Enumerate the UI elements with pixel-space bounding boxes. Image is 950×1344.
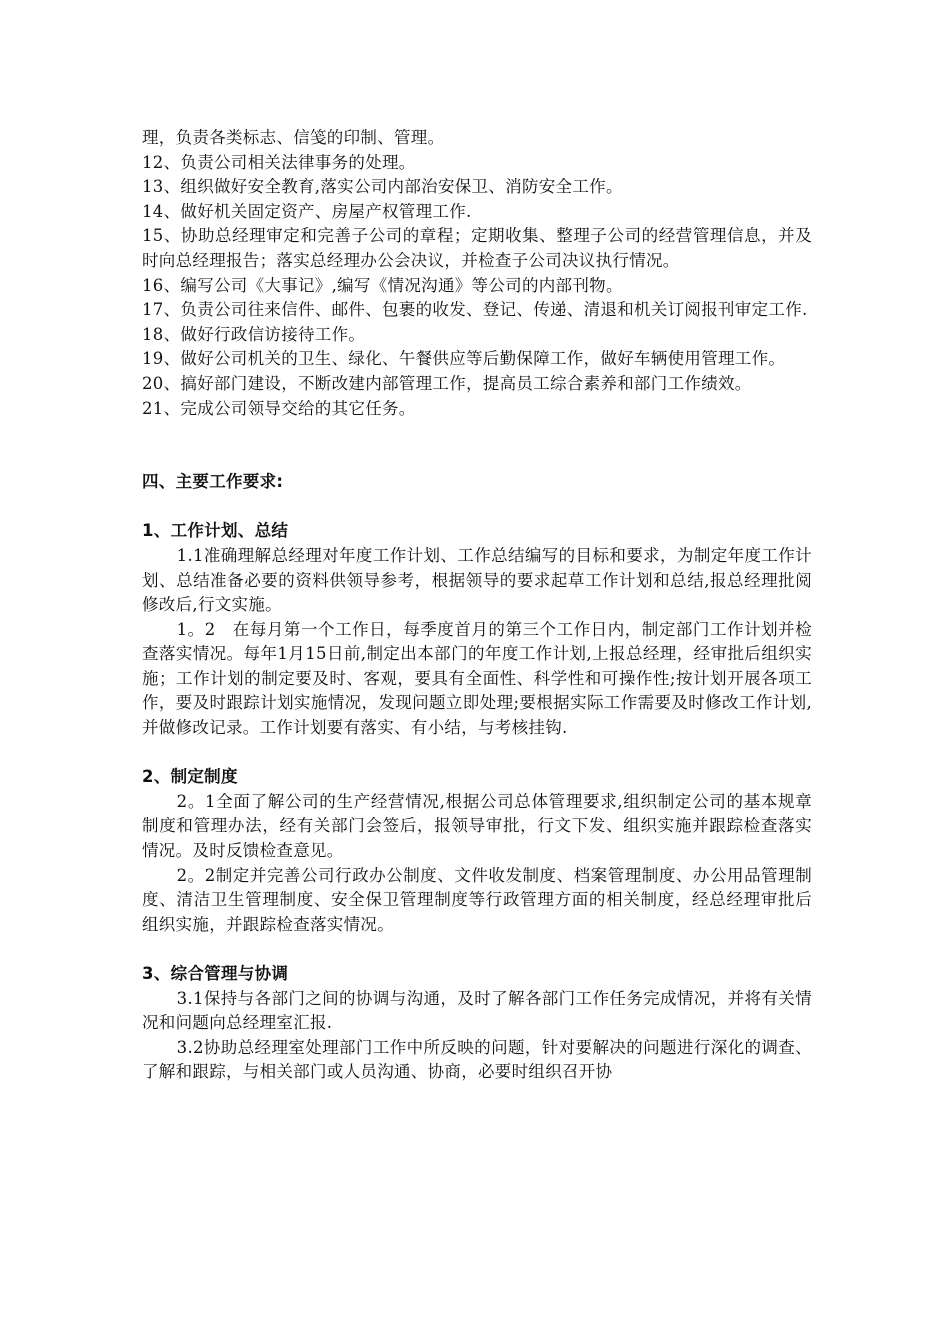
- paragraph-3-1: 3.1保持与各部门之间的协调与沟通，及时了解各部门工作任务完成情况，并将有关情况和问题向总经理室汇报.: [142, 988, 812, 1033]
- list-item: 21、完成公司领导交给的其它任务。: [142, 398, 416, 418]
- list-item: 13、组织做好安全教育,落实公司内部治安保卫、消防安全工作。: [142, 177, 623, 197]
- paragraph-2-1: 2。1全面了解公司的生产经营情况,根据公司总体管理要求,组织制定公司的基本规章制度和管理办法，经有关部门会签后，报领导审批，行文下发、组织实施并跟踪检查落实情况。及时反馈检查意见。: [142, 791, 812, 861]
- list-item: 16、编写公司《大事记》,编写《情况沟通》等公司的内部刊物。: [142, 275, 623, 295]
- spacer: [142, 937, 812, 962]
- list-item: 12、负责公司相关法律事务的处理。: [142, 152, 416, 172]
- list-item: 19、做好公司机关的卫生、绿化、午餐供应等后勤保障工作，做好车辆使用管理工作。: [142, 349, 786, 369]
- spacer: [142, 741, 812, 766]
- spacer: [142, 495, 812, 520]
- list-item: 20、搞好部门建设，不断改建内部管理工作，提高员工综合素养和部门工作绩效。: [142, 373, 752, 393]
- subsection-title-2: 2、制定制度: [142, 767, 238, 787]
- paragraph-1-1: 1.1准确理解总经理对年度工作计划、工作总结编写的目标和要求，为制定年度工作计划、总结准备必要的资料供领导参考，根据领导的要求起草工作计划和总结,报总经理批阅修改后,行文实施。: [142, 545, 812, 615]
- list-item: 18、做好行政信访接待工作。: [142, 324, 366, 344]
- list-item: 理，负责各类标志、信笺的印制、管理。: [142, 128, 445, 147]
- spacer: [142, 421, 812, 470]
- paragraph-3-2: 3.2协助总经理室处理部门工作中所反映的问题，针对要解决的问题进行深化的调查、了解和跟踪，与相关部门或人员沟通、协商，必要时组织召开协: [142, 1037, 812, 1082]
- section-title: 四、主要工作要求:: [142, 472, 284, 492]
- list-item: 17、负责公司往来信件、邮件、包裹的收发、登记、传递、清退和机关订阅报刊审定工作.: [142, 300, 808, 320]
- subsection-title-1: 1、工作计划、总结: [142, 521, 289, 541]
- list-item: 15、协助总经理审定和完善子公司的章程；定期收集、整理子公司的经营管理信息，并及时向总经理报告；落实总经理办公会决议，并检查子公司决议执行情况。: [142, 226, 812, 270]
- paragraph-1-2: 1。2 在每月第一个工作日，每季度首月的第三个工作日内，制定部门工作计划并检查落实情况。每年1月15日前,制定出本部门的年度工作计划,上报总经理，经审批后组织实施；工作计划的制定要及时、客观，要具有全面性、科学性和可操作性;按计划开展各项工作，要及时跟踪计划实施情况，发现问题立即处理;要根据实际工作需要及时修改工作计划,并做修改记录。工作计划要有落实、有小结，与考核挂钩.: [142, 619, 812, 738]
- subsection-title-3: 3、综合管理与协调: [142, 964, 289, 983]
- document-body: [142, 126, 812, 1085]
- paragraph-2-2: 2。2制定并完善公司行政办公制度、文件收发制度、档案管理制度、办公用品管理制度、清洁卫生管理制度、安全保卫管理制度等行政管理方面的相关制度，经总经理审批后组织实施，并跟踪检查落实情况。: [142, 865, 812, 934]
- list-item: 14、做好机关固定资产、房屋产权管理工作.: [142, 201, 472, 221]
